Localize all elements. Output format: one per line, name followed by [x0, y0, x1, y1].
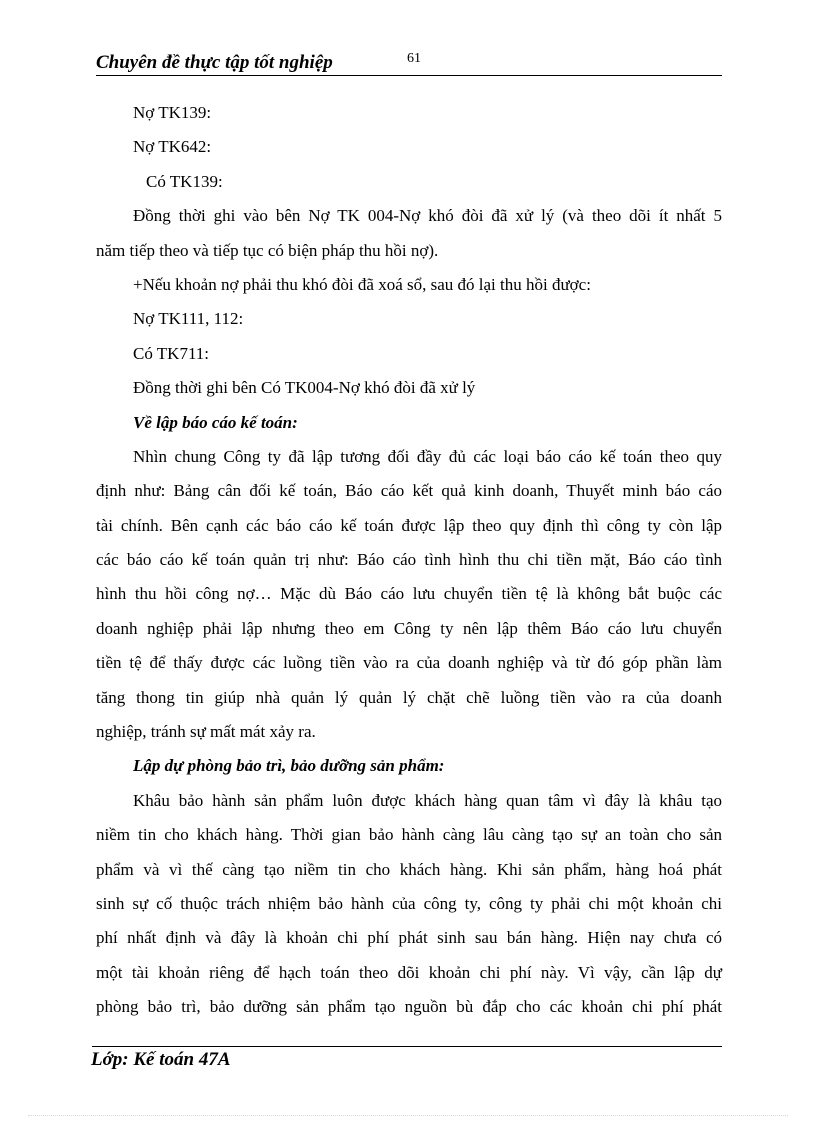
page-number: 61 — [407, 51, 421, 66]
text-line: Có TK711: — [133, 343, 210, 363]
text-line: Có TK139: — [146, 171, 223, 191]
text-line: Nợ TK111, 112: — [133, 309, 244, 329]
text-line: niềm tin cho khách hàng. Thời gian bảo hành càng lâu càng tạo sự an toàn cho sản — [96, 825, 722, 845]
class-label: Lớp: Kế toán 47A — [91, 1049, 231, 1070]
text-line: phí nhất định và đây là khoản chi phí phát sinh sau bán hàng. Hiện nay chưa có — [96, 928, 722, 948]
text-line: Khâu bảo hành sản phẩm luôn được khách hàng quan tâm vì đây là khâu tạo — [133, 790, 722, 810]
text-line: Nợ TK642: — [133, 137, 212, 157]
text-line: Đồng thời ghi vào bên Nợ TK 004-Nợ khó đòi đã xử lý (và theo dõi ít nhất 5 — [133, 206, 722, 226]
text-line: +Nếu khoản nợ phải thu khó đòi đã xoá sổ, sau đó lại thu hồi được: — [133, 274, 591, 294]
text-line: doanh nghiệp phải lập nhưng theo em Công ty nên lập thêm Báo cáo lưu chuyển — [96, 618, 722, 638]
text-line: tài chính. Bên cạnh các báo cáo kế toán được lập theo quy định thì công ty còn lập — [96, 515, 722, 535]
page-edge — [28, 1115, 788, 1116]
section-heading: Về lập báo cáo kế toán: — [133, 412, 298, 432]
section-heading: Lập dự phòng bảo trì, bảo dưỡng sản phẩm: — [133, 756, 445, 776]
text-line: nghiệp, tránh sự mất mát xảy ra. — [96, 722, 316, 742]
footer-divider — [92, 1046, 722, 1047]
text-line: hình thu hồi công nợ… Mặc dù Báo cáo lưu chuyển tiền tệ là không bắt buộc các — [96, 584, 722, 604]
text-line: phẩm và vì thế càng tạo niềm tin cho khách hàng. Khi sản phẩm, hàng hoá phát — [96, 859, 722, 879]
document-title: Chuyên đề thực tập tốt nghiệp — [96, 52, 333, 73]
page-header — [96, 50, 722, 76]
text-line: tiền tệ để thấy được các luồng tiền vào ra của doanh nghiệp và từ đó góp phần làm — [96, 653, 722, 673]
text-line: các báo cáo kế toán quản trị như: Báo cáo tình hình thu chi tiền mặt, Báo cáo tình — [96, 550, 722, 570]
text-line: một tài khoản riêng để hạch toán theo dõi khoản chi phí này. Vì vậy, cần lập dự — [96, 962, 722, 982]
text-line: Nhìn chung Công ty đã lập tương đối đầy đủ các loại báo cáo kế toán theo quy — [133, 446, 722, 466]
text-line: Nợ TK139: — [133, 103, 212, 122]
text-line: năm tiếp theo và tiếp tục có biện pháp thu hồi nợ). — [96, 240, 439, 260]
header-divider — [96, 75, 722, 76]
text-line: phòng bảo trì, bảo dưỡng sản phẩm tạo nguồn bù đắp cho các khoản chi phí phát — [96, 997, 722, 1017]
text-line: Đồng thời ghi bên Có TK004-Nợ khó đòi đã xử lý — [133, 378, 476, 398]
text-line: sinh sự cố thuộc trách nhiệm bảo hành của công ty, công ty phải chi một khoản chi — [96, 893, 722, 913]
text-line: định như: Bảng cân đối kế toán, Báo cáo kết quả kinh doanh, Thuyết minh báo cáo — [96, 481, 722, 501]
document-body — [96, 96, 722, 1025]
text-line: tăng thong tin giúp nhà quản lý quản lý chặt chẽ luồng tiền vào ra của doanh — [96, 687, 722, 707]
